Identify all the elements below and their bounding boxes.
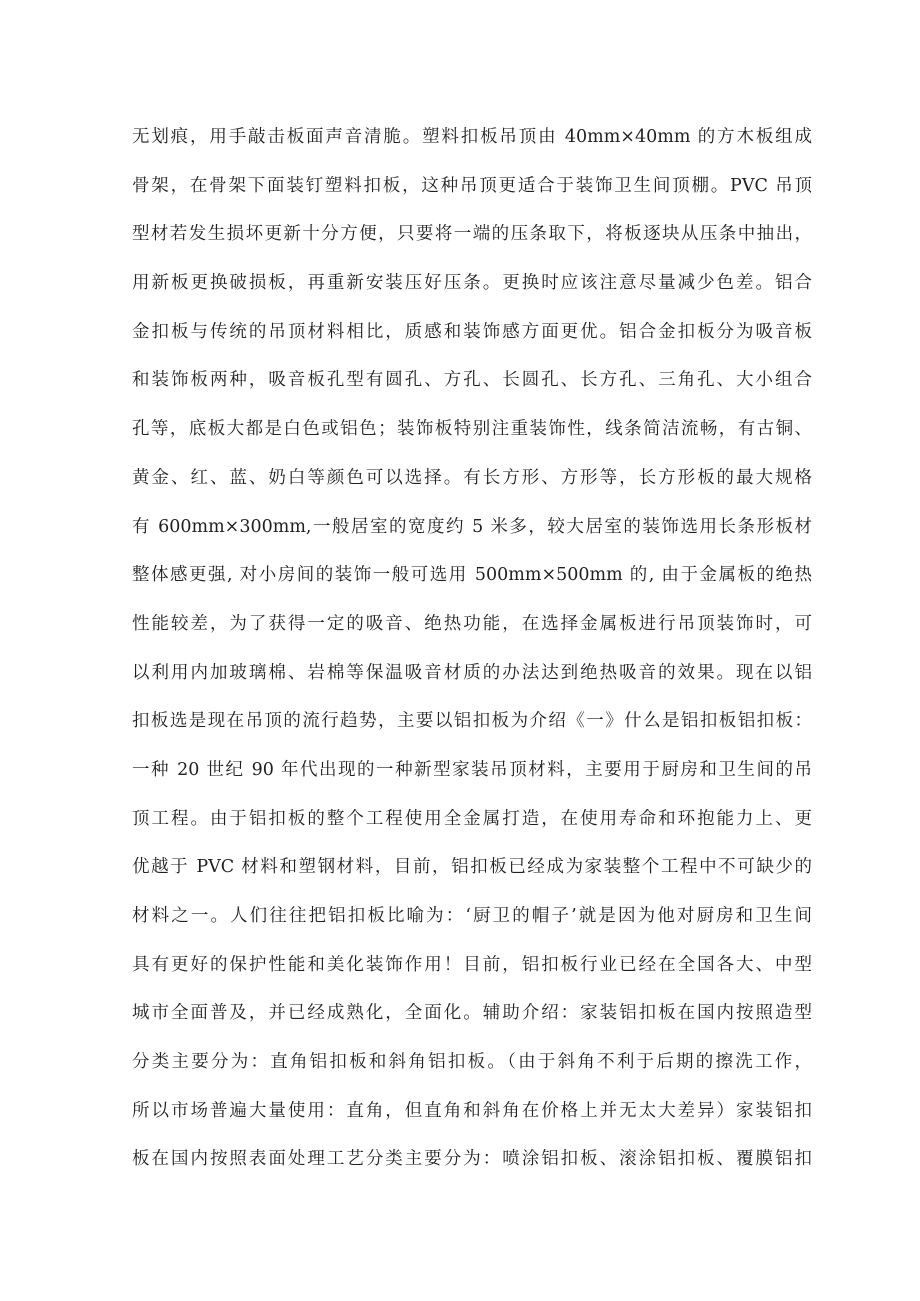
text-line: 分类主要分为：直角铝扣板和斜角铝扣板。（由于斜角不利于后期的擦洗工作， [132,1052,812,1073]
text-line: 材料之一。人们往往把铝扣板比喻为：‘厨卫的帽子’就是因为他对厨房和卫生间 [132,906,812,926]
text-line: 黄金、红、蓝、奶白等颜色可以选择。有长方形、方形等，长方形板的最大规格 [132,467,812,488]
text-line: 有 600mm×300mm,一般居室的宽度约 5 米多，较大居室的装饰选用长条形板材 [132,516,812,537]
text-line: 骨架，在骨架下面装钉塑料扣板，这种吊顶更适合于装饰卫生间顶棚。PVC 吊顶 [132,175,812,196]
text-line: 孔等，底板大都是白色或铝色；装饰板特别注重装饰性，线条简洁流畅，有古铜、 [132,419,812,440]
text-line: 顶工程。由于铝扣板的整个工程使用全金属打造，在使用寿命和环抱能力上、更 [132,808,812,829]
text-line: 以利用内加玻璃棉、岩棉等保温吸音材质的办法达到绝热吸音的效果。现在以铝 [132,662,812,683]
text-line: 用新板更换破损板，再重新安装压好压条。更换时应该注意尽量减少色差。铝合 [132,273,812,294]
body-text [132,113,812,1184]
text-line: 具有更好的保护性能和美化装饰作用！目前，铝扣板行业已经在全国各大、中型 [132,954,812,975]
text-line: 整体感更强, 对小房间的装饰一般可选用 500mm×500mm 的, 由于金属板的绝热 [132,565,812,586]
text-line: 扣板选是现在吊顶的流行趋势，主要以铝扣板为介绍《一》什么是铝扣板铝扣板： [132,711,812,732]
text-line: 板在国内按照表面处理工艺分类主要分为：喷涂铝扣板、滚涂铝扣板、覆膜铝扣 [132,1149,812,1170]
text-line: 一种 20 世纪 90 年代出现的一种新型家装吊顶材料，主要用于厨房和卫生间的吊 [132,759,812,780]
text-line: 城市全面普及，并已经成熟化，全面化。辅助介绍：家装铝扣板在国内按照造型 [132,1003,812,1024]
text-line: 性能较差，为了获得一定的吸音、绝热功能，在选择金属板进行吊顶装饰时，可 [132,613,812,634]
text-line: 和装饰板两种，吸音板孔型有圆孔、方孔、长圆孔、长方孔、三角孔、大小组合 [132,370,812,391]
text-line: 无划痕，用手敲击板面声音清脆。塑料扣板吊顶由 40mm×40mm 的方木板组成 [132,127,812,147]
text-line: 所以市场普遍大量使用：直角，但直角和斜角在价格上并无太大差异）家装铝扣 [132,1100,812,1121]
text-line: 型材若发生损坏更新十分方便，只要将一端的压条取下，将板逐块从压条中抽出， [132,224,812,245]
text-line: 优越于 PVC 材料和塑钢材料，目前，铝扣板已经成为家装整个工程中不可缺少的 [132,857,812,878]
text-line: 金扣板与传统的吊顶材料相比，质感和装饰感方面更优。铝合金扣板分为吸音板 [132,321,812,342]
